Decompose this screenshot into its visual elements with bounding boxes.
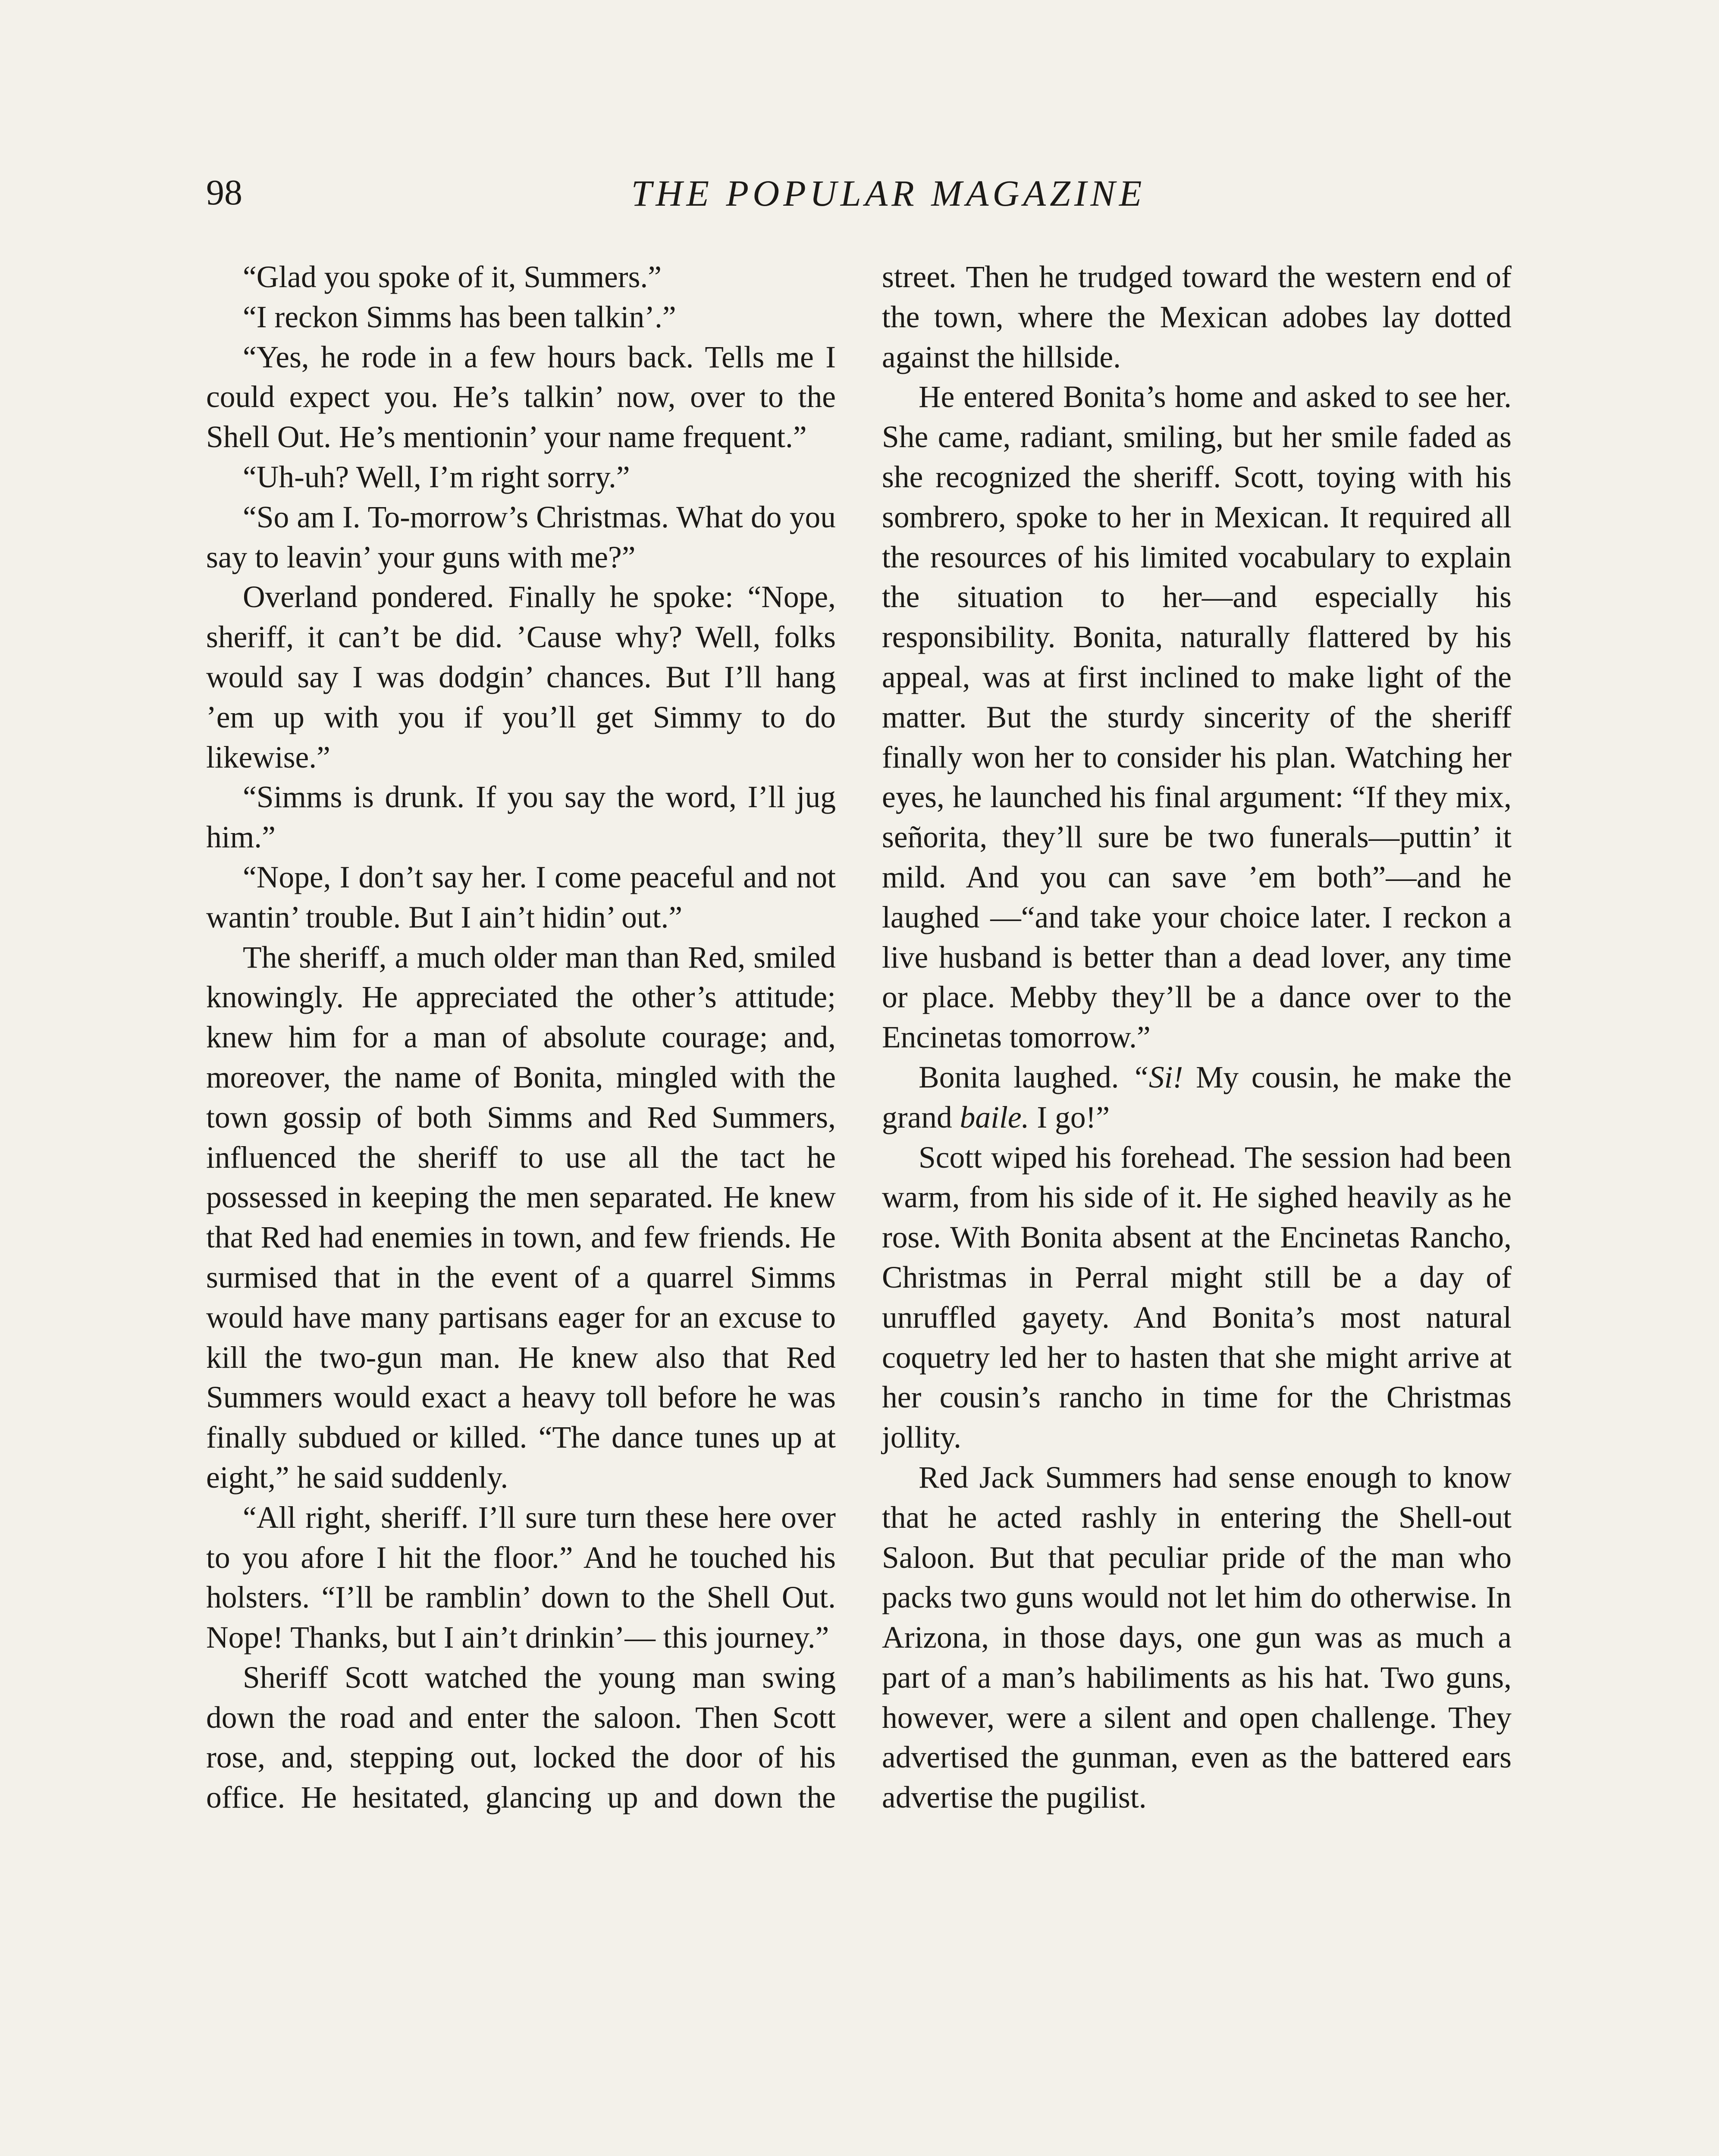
text-run: I go!” [1029,1100,1110,1134]
paragraph: “Uh-uh? Well, I’m right sorry.” [243,460,630,494]
page-number: 98 [206,172,242,213]
paragraph: The sheriff, a much older man than Red, smiled knowingly. He appreciated the other’s attitude; knew him for a man of absolute courage; and, moreover, the name of Bonita, mingled with the town gossip of both Simms and Red Summers, influenced the sheriff to use all the tact he possessed in keeping the men separated. He knew that Red had enemies in town, and few friends. He surmised that in the event of a quarrel Simms would have many partisans eager for an excuse to kill the two-gun man. He knew also that Red Summers would exact a heavy toll before he was finally subdued or killed. “The dance tunes up at eight,” he said suddenly. [206,940,836,1495]
paragraph-continued: street. Then he trudged toward the western end of the town, where the Mexican adobes lay dotted against the hillside. [882,260,1512,374]
paragraph: Scott wiped his forehead. The session had been warm, from his side of it. He sighed heavily as he rose. With Bonita absent at the Encinetas Rancho, Christmas in Perral might still be a day of unruffled gayety. And Bonita’s most natural coquetry led her to hasten that she might arrive at her cousin’s rancho in time for the Christmas jollity. [882,1140,1512,1455]
paragraph: “I reckon Simms has been talkin’.” [243,300,676,334]
text-run: My cousin, he make the grand [882,1060,1512,1134]
left-column [206,257,836,1818]
paragraph: “Simms is drunk. If you say the word, I’ll jug him.” [206,780,836,855]
italic-exclamation: “Si! [1132,1060,1183,1094]
right-column [882,257,1512,1818]
paragraph: “Yes, he rode in a few hours back. Tells me I could expect you. He’s talkin’ now, over to the Shell Out. He’s mentionin’ your name frequent.” [206,340,836,454]
paragraph [882,1058,1512,1138]
text-run: Bonita laughed. [919,1060,1132,1094]
italic-word: baile. [960,1100,1029,1134]
paragraph: He entered Bonita’s home and asked to see her. She came, radiant, smiling, but her smile faded as she recognized the sheriff. Scott, toying with his sombrero, spoke to her in Mexican. It required all the resources of his limited vocabulary to explain the situation to her—and especially his responsibility. Bonita, naturally flattered by his appeal, was at first inclined to make light of the matter. But the sturdy sincerity of the sheriff finally won her to consider his plan. Watching her eyes, he launched his final argument: “If they mix, señorita, they’ll sure be two funerals—puttin’ it mild. And you can save ’em both”—and he laughed —“and take your choice later. I reckon a live husband is better than a dead lover, any time or place. Mebby they’ll be a dance over to the Encinetas tomorrow.” [882,380,1512,1055]
paragraph: “So am I. To-morrow’s Christmas. What do you say to leavin’ your guns with me?” [206,500,836,574]
running-head-title: THE POPULAR MAGAZINE [631,172,1146,214]
paragraph: Overland pondered. Finally he spoke: “Nope, sheriff, it can’t be did. ’Cause why? Well, folks would say I was dodgin’ chances. But I’ll hang ’em up with you if you’ll get Simmy to do likewise.” [206,580,836,774]
paragraph: “All right, sheriff. I’ll sure turn these here over to you afore I hit the floor.” And he touched his holsters. “I’ll be ramblin’ down to the Shell Out. Nope! Thanks, but I ain’t drinkin’— this journey.” [206,1500,836,1655]
paragraph: “Nope, I don’t say her. I come peaceful and not wantin’ trouble. But I ain’t hidin’ out.” [206,860,836,934]
paragraph: “Glad you spoke of it, Summers.” [243,260,662,294]
paragraph: Red Jack Summers had sense enough to know that he acted rashly in entering the Shell-out Saloon. But that peculiar pride of the man who packs two guns would not let him do otherwise. In Arizona, in those days, one gun was as much a part of a man’s habiliments as his hat. Two guns, however, were a silent and open challenge. They advertised the gunman, even as the battered ears advertise the pugilist. [882,1460,1512,1815]
paragraph: Sheriff Scott watched the young man swing down the road and enter the saloon. Then Scott rose, and, stepping out, locked the door of his office. He hesitated, glancing up and down the [206,1660,836,1815]
